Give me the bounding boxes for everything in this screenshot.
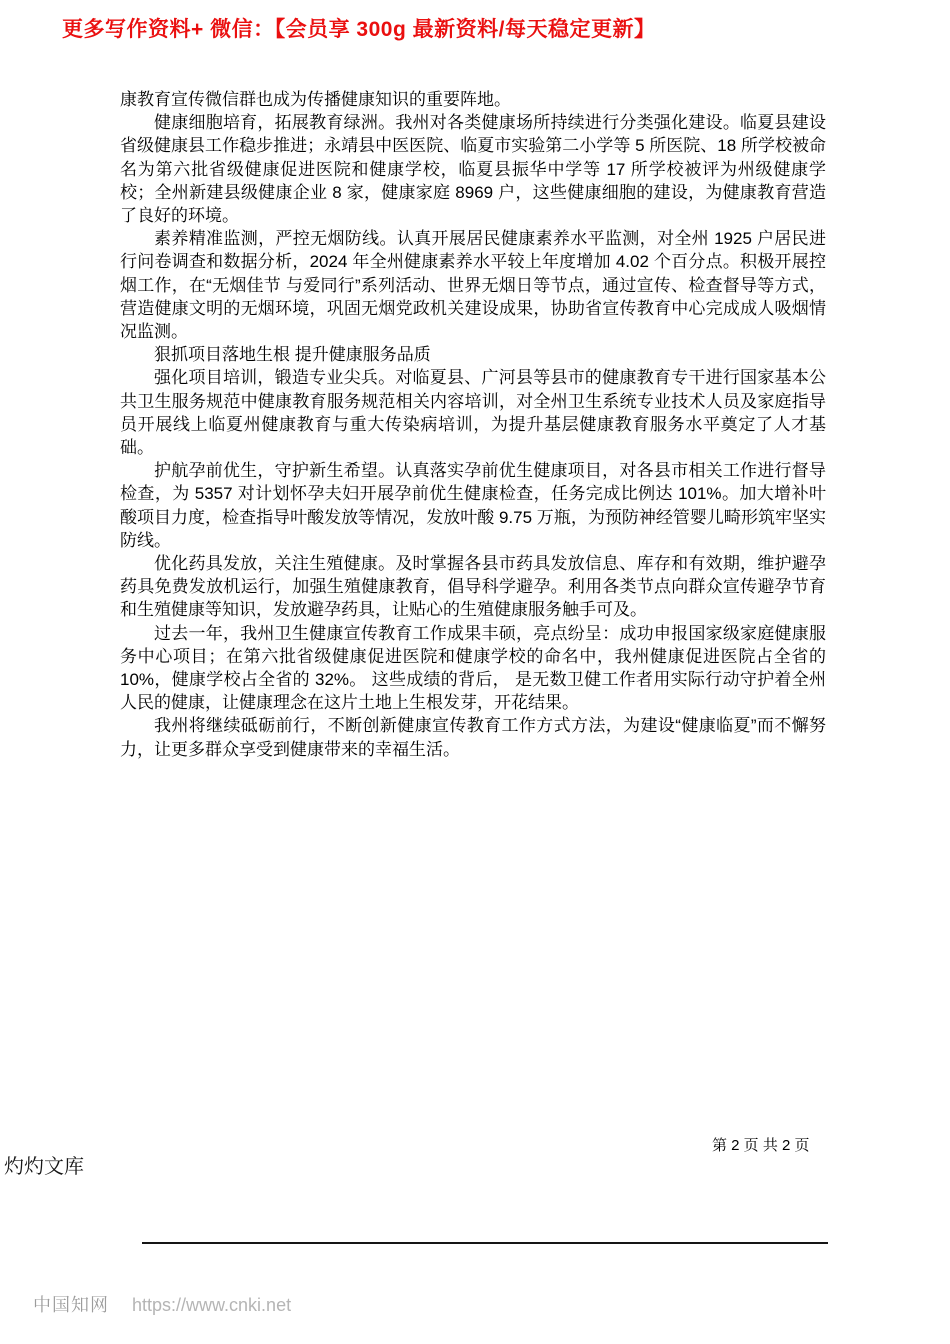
paragraph: 护航孕前优生，守护新生希望。认真落实孕前优生健康项目，对各县市相关工作进行督导检查，为 5357 对计划怀孕夫妇开展孕前优生健康检查，任务完成比例达 101%。加大增补叶酸项目力度，检查指导叶酸发放等情况，发放叶酸 9.75 万瓶，为预防神经管婴儿畸形筑牢坚实防线。 bbox=[120, 461, 826, 550]
paragraph: 康教育宣传微信群也成为传播健康知识的重要阵地。 bbox=[120, 90, 511, 109]
paragraph: 素养精准监测，严控无烟防线。认真开展居民健康素养水平监测，对全州 1925 户居民进行问卷调查和数据分析，2024 年全州健康素养水平较上年度增加 4.02 个百分点。积极开展控烟工作，在“无烟佳节 与爱同行”系列活动、世界无烟日等节点，通过宣传、检查督导等方式，营造健康文明的无烟环境，巩固无烟党政机关建设成果，协助省宣传教育中心完成成人吸烟情况监测。 bbox=[120, 229, 826, 342]
cnki-footer bbox=[33, 1291, 291, 1317]
cnki-logo-text: 中国知网 bbox=[33, 1295, 109, 1315]
footer-divider bbox=[142, 1242, 828, 1244]
paragraph: 强化项目培训，锻造专业尖兵。对临夏县、广河县等县市的健康教育专干进行国家基本公共卫生服务规范中健康教育服务规范相关内容培训，对全州卫生系统专业技术人员及家庭指导员开展线上临夏州健康教育与重大传染病培训，为提升基层健康教育服务水平奠定了人才基础。 bbox=[120, 368, 826, 458]
page-number: 第 2 页 共 2 页 bbox=[712, 1137, 810, 1154]
library-watermark: 灼灼文库 bbox=[4, 1156, 84, 1178]
cnki-url-link[interactable]: https://www.cnki.net bbox=[132, 1295, 292, 1315]
paragraph: 狠抓项目落地生根 提升健康服务品质 bbox=[154, 345, 431, 365]
paragraph: 健康细胞培育，拓展教育绿洲。我州对各类健康场所持续进行分类强化建设。临夏县建设省级健康县工作稳步推进；永靖县中医医院、临夏市实验第二小学等 5 所医院、18 所学校被命名为第六批省级健康促进医院和健康学校，临夏县振华中学等 17 所学校被评为州级健康学校；全州新建县级健康企业 8 家，健康家庭 8969 户，这些健康细胞的建设，为健康教育营造了良好的环境。 bbox=[120, 113, 826, 226]
paragraph: 过去一年，我州卫生健康宣传教育工作成果丰硕，亮点纷呈：成功申报国家级家庭健康服务中心项目；在第六批省级健康促进医院和健康学校的命名中，我州健康促进医院占全省的 10%，健康学校占全省的 32%。 这些成绩的背后， 是无数卫健工作者用实际行动守护着全州人民的健康，让健康理念在这片土地上生根发芽，开花结果。 bbox=[120, 623, 826, 713]
paragraph: 我州将继续砥砺前行，不断创新健康宣传教育工作方式方法，为建设“健康临夏”而不懈努力，让更多群众享受到健康带来的幸福生活。 bbox=[120, 716, 826, 759]
document-body bbox=[120, 88, 826, 761]
promo-banner: 更多写作资料+ 微信：【会员享 300g 最新资料/每天稳定更新】 bbox=[62, 18, 656, 41]
paragraph: 优化药具发放，关注生殖健康。及时掌握各县市药具发放信息、库存和有效期，维护避孕药具免费发放机运行，加强生殖健康教育，倡导科学避孕。利用各类节点向群众宣传避孕节育和生殖健康等知识，发放避孕药具，让贴心的生殖健康服务触手可及。 bbox=[120, 554, 826, 620]
